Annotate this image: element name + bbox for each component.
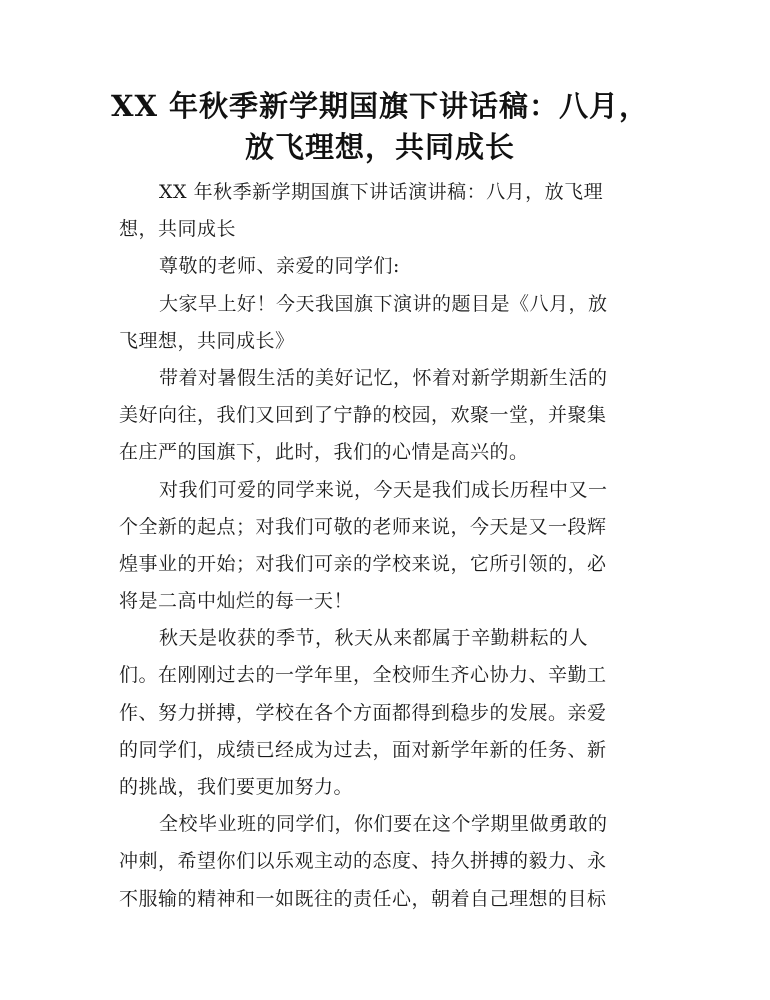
paragraph-line: 作、努力拼搏，学校在各个方面都得到稳步的发展。亲爱 (119, 701, 607, 724)
paragraph-line: 的挑战，我们要更加努力。 (119, 776, 354, 798)
paragraph-line: 大家早上好！今天我国旗下演讲的题目是《八月，放 (159, 292, 608, 315)
paragraph-line: 秋天是收获的季节，秋天从来都属于辛勤耕耘的人 (159, 627, 589, 650)
paragraph-line: 想，共同成长 (119, 218, 237, 241)
paragraph-line: 将是二高中灿烂的每一天！ (119, 590, 354, 613)
paragraph-line: 飞理想，共同成长》 (119, 329, 295, 352)
salutation-line: 尊敬的老师、亲爱的同学们: (159, 255, 400, 278)
title-line: 放飞理想，共同成长 (244, 130, 515, 164)
title-line: XX 年秋季新学期国旗下讲话稿：八月， (110, 89, 650, 123)
document-body (119, 174, 649, 918)
paragraph-line: 在庄严的国旗下，此时，我们的心情是高兴的。 (119, 441, 529, 464)
paragraph-line: 煌事业的开始；对我们可亲的学校来说，它所引领的，必 (119, 552, 607, 575)
paragraph-line: 的同学们，成绩已经成为过去，面对新学年新的任务、新 (119, 738, 607, 761)
paragraph-line: 冲刺，希望你们以乐观主动的态度、持久拼搏的毅力、永 (119, 850, 607, 873)
paragraph-line: 全校毕业班的同学们，你们要在这个学期里做勇敢的 (159, 813, 608, 836)
paragraph-line: 个全新的起点；对我们可敬的老师来说，今天是又一段辉 (119, 515, 607, 538)
paragraph-line: 美好向往，我们又回到了宁静的校园，欢聚一堂，并聚集 (119, 404, 607, 427)
paragraph-line: 们。在刚刚过去的一学年里，全校师生齐心协力、辛勤工 (119, 664, 607, 687)
paragraph-line: 对我们可爱的同学来说，今天是我们成长历程中又一 (159, 478, 608, 501)
paragraph-line: 不服输的精神和一如既往的责任心，朝着自己理想的目标 (119, 887, 607, 910)
paragraph-line: XX 年秋季新学期国旗下讲话演讲稿：八月，放飞理 (159, 181, 604, 203)
paragraph-line: 带着对暑假生活的美好记忆，怀着对新学期新生活的 (159, 366, 608, 389)
document-title (100, 86, 660, 168)
